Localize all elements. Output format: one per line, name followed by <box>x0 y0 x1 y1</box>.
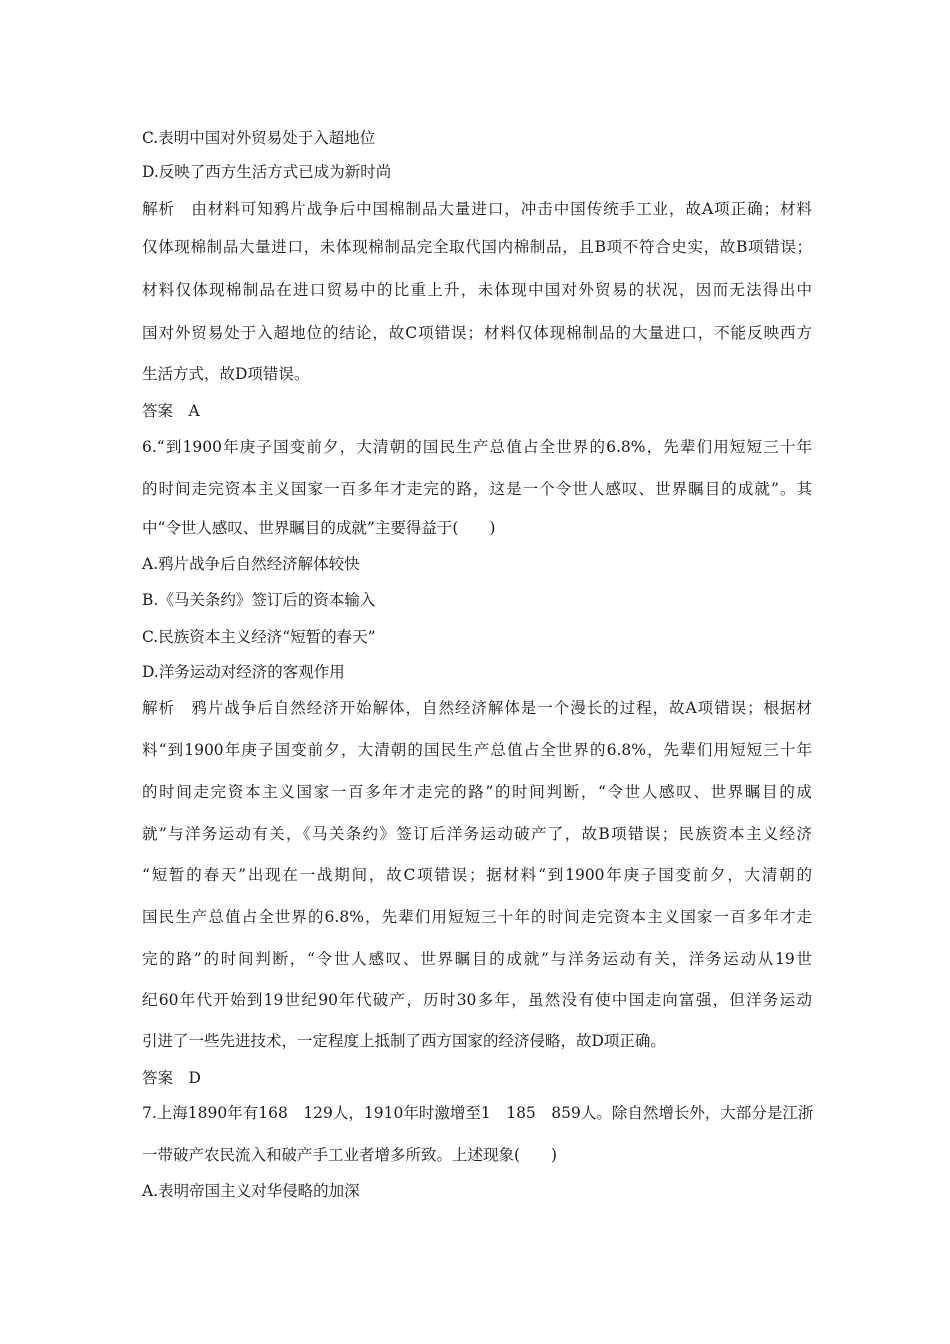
q6-analysis-line: 国民生产总值占全世界的6.8%，先辈们用短短三十年的时间走完资本主义国家一百多年才走 <box>142 908 812 926</box>
q6-option-a: A.鸦片战争后自然经济解体较快 <box>142 555 360 573</box>
q6-analysis-line: 完的路”的时间判断，“令世人感叹、世界瞩目的成就”与洋务运动有关，洋务运动从19世 <box>142 950 812 968</box>
q6-analysis-line: 纪60年代开始到19世纪90年代破产，历时30多年，虽然没有使中国走向富强，但洋务运动 <box>142 991 812 1009</box>
q6-analysis-line: “短暂的春天”出现在一战期间，故C项错误；据材料“到1900年庚子国变前夕，大清朝的 <box>142 866 812 884</box>
q6-stem-line: 6.“到1900年庚子国变前夕，大清朝的国民生产总值占全世界的6.8%，先辈们用短短三十年 <box>142 438 812 456</box>
q5-option-d: D.反映了西方生活方式已成为新时尚 <box>142 163 392 181</box>
q5-option-c: C.表明中国对外贸易处于入超地位 <box>142 129 376 147</box>
q7-stem-line: 7.上海1890年有168 129人，1910年时激增至1 185 859人。除自然增长外，大部分是江浙 <box>142 1104 814 1122</box>
q6-stem-line: 的时间走完资本主义国家一百多年才走完的路，这是一个令世人感叹、世界瞩目的成就”。其 <box>142 480 812 498</box>
q6-analysis-line: 引进了一些先进技术，一定程度上抵制了西方国家的经济侵略，故D项正确。 <box>142 1032 666 1050</box>
q6-answer: 答案 D <box>142 1069 201 1087</box>
q6-option-c: C.民族资本主义经济“短暂的春天” <box>142 628 376 646</box>
q5-analysis-line: 材料仅体现棉制品在进口贸易中的比重上升，未体现中国对外贸易的状况，因而无法得出中 <box>142 281 812 299</box>
q6-option-b: B.《马关条约》签订后的资本输入 <box>142 591 376 609</box>
q7-stem-line: 一带破产农民流入和破产手工业者增多所致。上述现象( ) <box>142 1146 558 1164</box>
q5-answer: 答案 A <box>142 402 200 420</box>
q6-analysis-line: 解析 鸦片战争后自然经济开始解体，自然经济解体是一个漫长的过程，故A项错误；根据材 <box>142 699 812 717</box>
q6-option-d: D.洋务运动对经济的客观作用 <box>142 663 345 681</box>
q6-analysis-line: 料“到1900年庚子国变前夕，大清朝的国民生产总值占全世界的6.8%，先辈们用短短三十年 <box>142 741 812 759</box>
q6-analysis-line: 的时间走完资本主义国家一百多年才走完的路”的时间判断，“令世人感叹、世界瞩目的成 <box>142 783 812 801</box>
q5-analysis-line: 生活方式，故D项错误。 <box>142 365 310 383</box>
q5-analysis-line: 解析 由材料可知鸦片战争后中国棉制品大量进口，冲击中国传统手工业，故A项正确；材料 <box>142 200 812 218</box>
q5-analysis-line: 国对外贸易处于入超地位的结论，故C项错误；材料仅体现棉制品的大量进口，不能反映西方 <box>142 324 812 342</box>
q5-analysis-line: 仅体现棉制品大量进口，未体现棉制品完全取代国内棉制品，且B项不符合史实，故B项错误； <box>142 238 812 256</box>
q7-option-a: A.表明帝国主义对华侵略的加深 <box>142 1182 360 1200</box>
q6-stem-line: 中“令世人感叹、世界瞩目的成就”主要得益于( ) <box>142 519 496 537</box>
q6-analysis-line: 就”与洋务运动有关，《马关条约》签订后洋务运动破产了，故B项错误；民族资本主义经济 <box>142 825 812 843</box>
